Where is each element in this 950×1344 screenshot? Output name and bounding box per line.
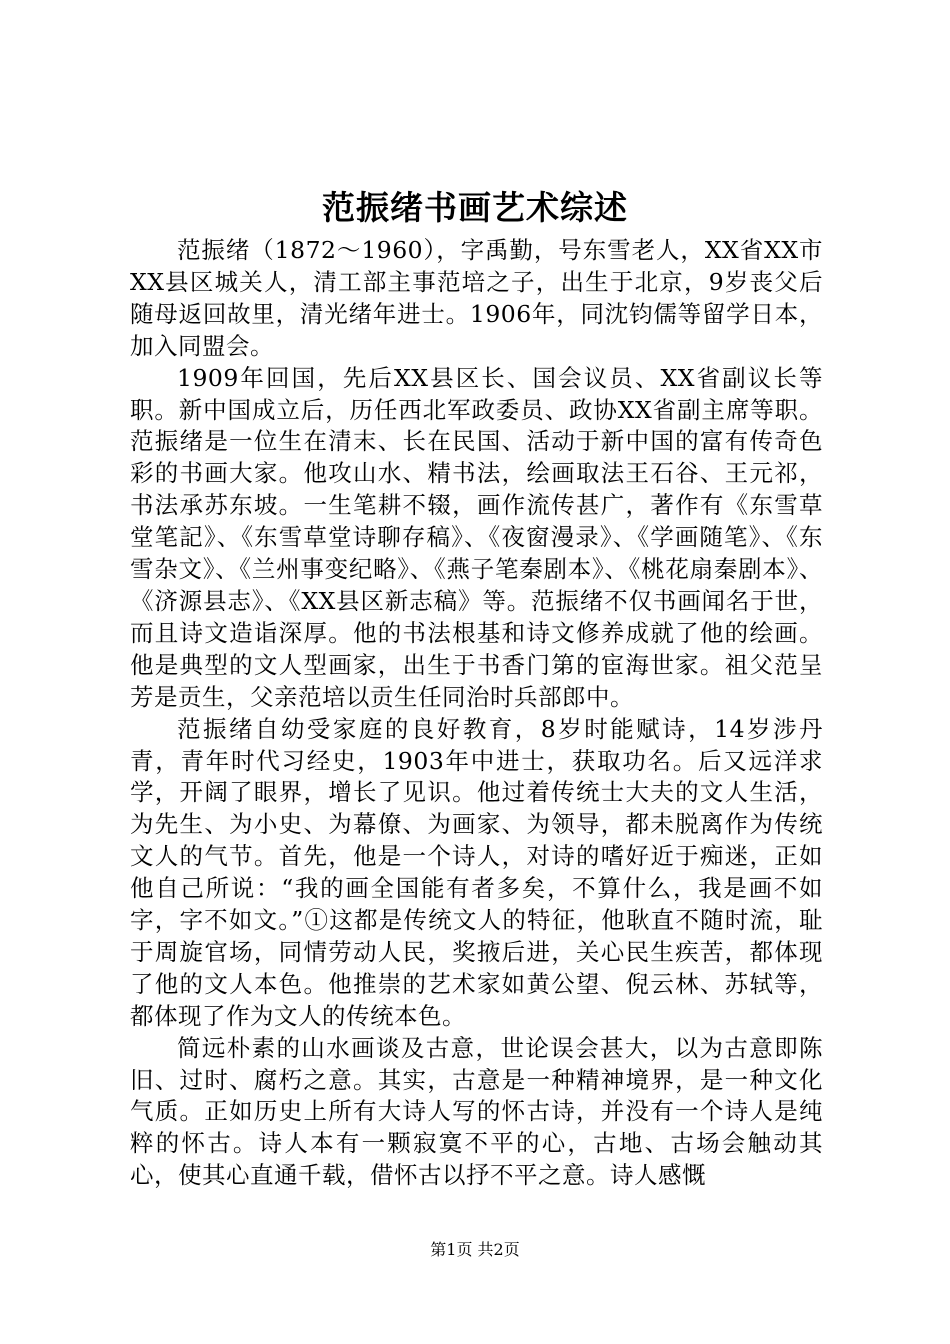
page-footer: 第1页 共2页 [430,1240,520,1259]
document-title: 范振绪书画艺术综述 [322,188,628,227]
paragraph-4: 简远朴素的山水画谈及古意，世论误会甚大，以为古意即陈旧、过时、腐朽之意。其实，古意是一种精神境界，是一种文化气质。正如历史上所有大诗人写的怀古诗，并没有一个诗人是纯粹的怀古。诗人本有一颗寂寞不平的心，古地、古场会触动其心，使其心直通千载，借怀古以抒不平之意。诗人感慨 [130,1033,823,1190]
paragraph-1: 范振绪（1872～1960），字禹勤，号东雪老人，XX省XX市XX县区城关人，清工部主事范培之子，出生于北京，9岁丧父后随母返回故里，清光绪年进士。1906年，同沈钧儒等留学日本，加入同盟会。 [130,236,823,360]
paragraph-2: 1909年回国，先后XX县区长、国会议员、XX省副议长等职。新中国成立后，历任西北军政委员、政协XX省副主席等职。范振绪是一位生在清末、长在民国、活动于新中国的富有传奇色彩的书画大家。他攻山水、精书法，绘画取法王石谷、王元祁，书法承苏东坡。一生笔耕不辍，画作流传甚广，著作有《东雪草堂笔記》、《东雪草堂诗聊存稿》、《夜窗漫录》、《学画随笔》、《东雪杂文》、《兰州事变纪略》、《燕子笔秦剧本》、《桃花扇秦剧本》、《济源县志》、《XX县区新志稿》等。范振绪不仅书画闻名于世，而且诗文造诣深厚。他的书法根基和诗文修养成就了他的绘画。他是典型的文人型画家，出生于书香门第的宦海世家。祖父范呈芳是贡生，父亲范培以贡生任同治时兵部郎中。 [130,363,823,711]
document-body [130,235,823,1192]
paragraph-3: 范振绪自幼受家庭的良好教育，8岁时能赋诗，14岁涉丹青，青年时代习经史，1903年中进士，获取功名。后又远洋求学，开阔了眼界，增长了见识。他过着传统士大夫的文人生活，为先生、为小史、为幕僚、为画家、为领导，都未脱离作为传统文人的气节。首先，他是一个诗人，对诗的嗜好近于痴迷，正如他自己所说：“我的画全国能有者多矣，不算什么，我是画不如字，字不如文。”①这都是传统文人的特征，他耿直不随时流，耻于周旋官场，同情劳动人民，奖掖后进，关心民生疾苦，都体现了他的文人本色。他推崇的艺术家如黄公望、倪云林、苏轼等，都体现了作为文人的传统本色。 [130,714,823,1030]
